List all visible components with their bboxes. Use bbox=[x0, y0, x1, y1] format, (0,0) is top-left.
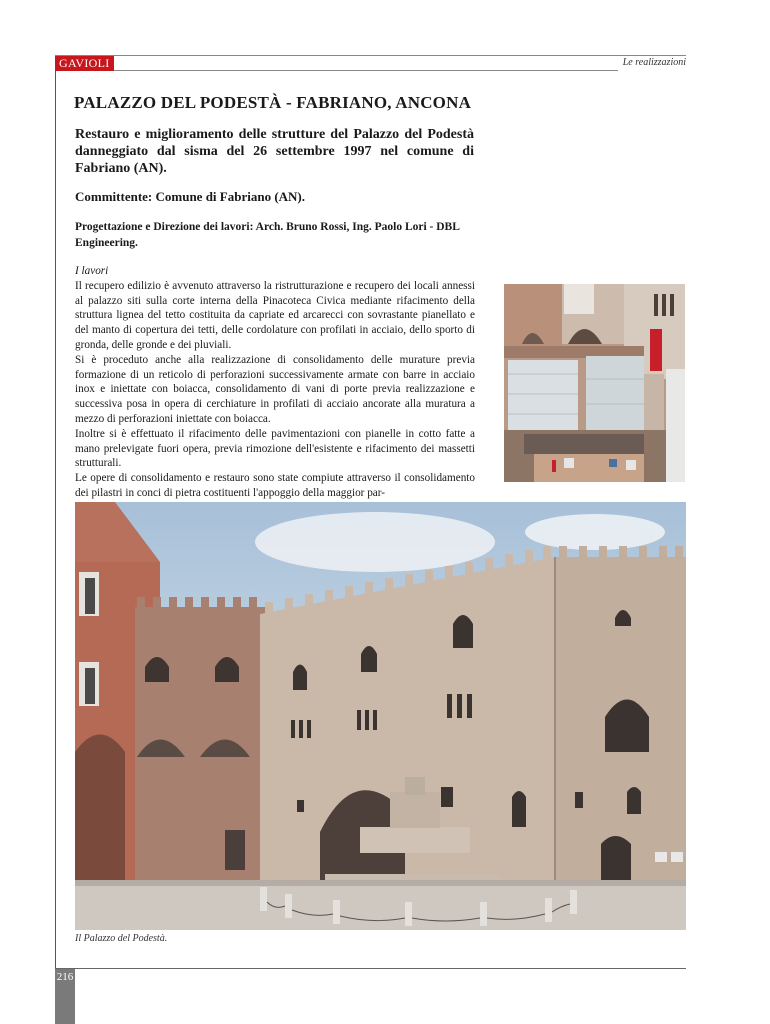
client-line: Committente: Comune di Fabriano (AN). bbox=[75, 189, 306, 204]
left-margin-rule bbox=[55, 55, 56, 1024]
brand-label: GAVIOLI bbox=[55, 56, 114, 71]
section-label: Le realizzazioni bbox=[622, 57, 686, 68]
design-credits: Progettazione e Direzione dei lavori: Arch. Bruno Rossi, Ing. Paolo Lori - DBL Engineering. bbox=[75, 221, 460, 249]
figure-caption: Il Palazzo del Podestà. bbox=[75, 933, 168, 944]
palazzo-photo bbox=[75, 502, 686, 930]
page-number: 216 bbox=[55, 969, 75, 1024]
article-subtitle: Restauro e miglioramento delle strutture del Palazzo del Podestà danneggiato dal sisma del 26 settembre 1997 nel comune di Fabriano (AN). bbox=[75, 127, 474, 176]
header-rule bbox=[55, 55, 686, 56]
body-paragraph: Si è proceduto anche alla realizzazione di consolidamento delle murature previa formazione di un reticolo di perforazioni successivamente armate con barre in acciaio inox e iniettate con boiacca, consolidamento di vani di porte previa realizzazione e successiva posa in opera di cerchiature in profilati di acciaio ancorate alla muratura a mezzo di perforazioni iniettate con boiacca. bbox=[75, 353, 475, 425]
construction-site-photo bbox=[504, 284, 685, 482]
body-paragraph: Il recupero edilizio è avvenuto attraverso la ristrutturazione e recupero dei locali annessi al palazzo siti sulla corte interna della Pinacoteca Civica mediante rifacimento della struttura lignea del tetto costituita da capriate ed arcarecci con sovrastante pianellato e del manto di copertura dei tetti, delle cordolature con profilati in acciaio, dello sporto di gronda, delle gronde e dei pluviali. bbox=[75, 279, 475, 351]
body-paragraph: Inoltre si è effettuato il rifacimento delle pavimentazioni con pianelle in cotto fatte a mano prelevigate fuori opera, previa rimozione dell'esistente e rifacimento dei massetti strutturali. bbox=[75, 427, 475, 470]
article-title: PALAZZO DEL PODESTÀ - FABRIANO, ANCONA bbox=[74, 93, 472, 112]
works-heading: I lavori bbox=[75, 265, 109, 277]
footer-rule bbox=[55, 968, 686, 969]
article-body bbox=[75, 264, 475, 501]
body-paragraph: Le opere di consolidamento e restauro sono state compiute attraverso il consolidamento dei pilastri in conci di pietra costituenti l'appoggio della maggior par- bbox=[75, 472, 475, 499]
header-rule-lower bbox=[114, 70, 618, 71]
